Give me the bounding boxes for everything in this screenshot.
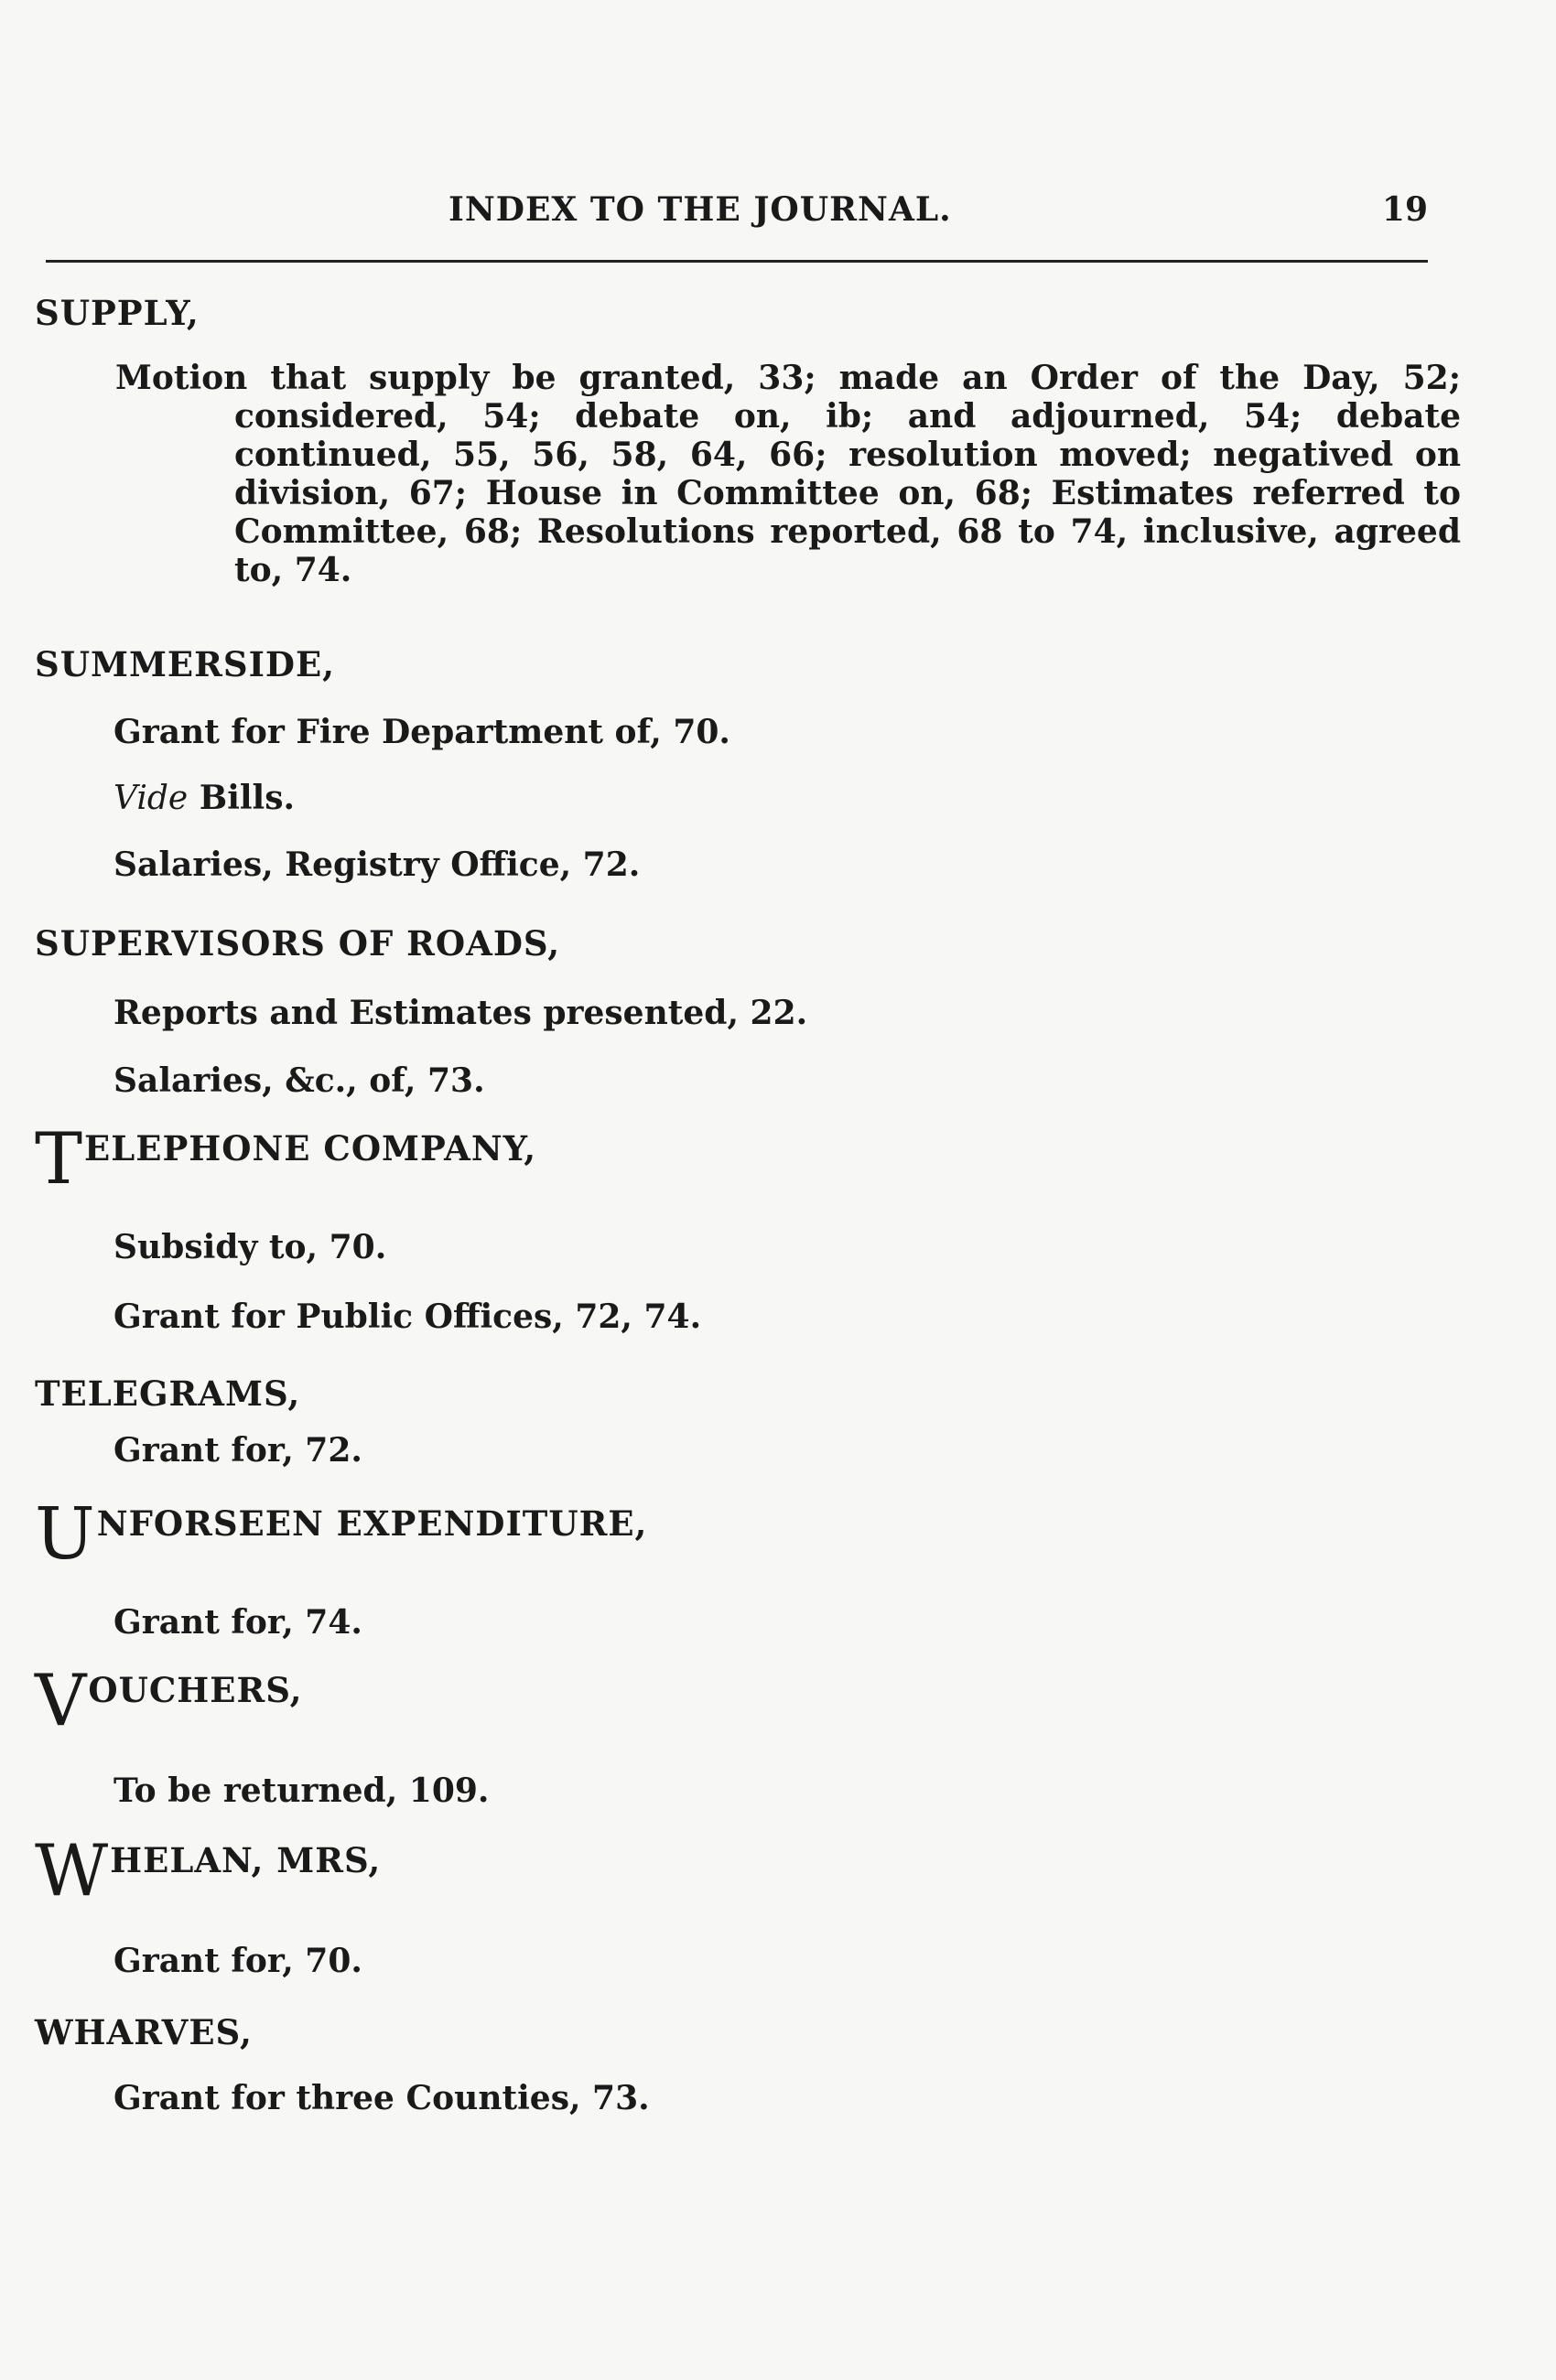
entry-heading-telephone	[35, 1118, 1444, 1201]
entry-line-summerside-vide	[35, 778, 1444, 819]
entry-line-summerside-fire: Grant for Fire Department of, 70.	[113, 713, 730, 751]
page-header	[37, 190, 1428, 236]
index-entries	[35, 293, 1461, 2118]
entry-text-supply: Motion that supply be granted, 33; made an Order of the Day, 52; considered, 54; debate on, ib; and adjourned, 54; debate continued, 55, 56, 58, 64, 66; resolution moved; negatived on division, 67; House in Committee on, 68; Estimates referred to Committee, 68; Resolutions reported, 68 to 74, inclusive, agreed to, 74.	[115, 359, 1461, 589]
entry-line-unforseen-grant: Grant for, 74.	[113, 1603, 362, 1642]
vide-rest: Bills.	[188, 779, 296, 817]
heading-rest-whelan: HELAN, MRS,	[110, 1840, 382, 1880]
drop-cap-w: W	[35, 1830, 109, 1912]
page-number: 19	[1381, 190, 1428, 229]
entry-heading-supply: SUPPLY,	[35, 293, 200, 333]
heading-rest-telephone: ELEPHONE COMPANY,	[84, 1128, 537, 1168]
entry-line-telephone-subsidy: Subsidy to, 70.	[113, 1228, 387, 1266]
header-rule	[46, 260, 1428, 263]
entry-heading-telegrams: TELEGRAMS,	[35, 1373, 301, 1414]
entry-line-supervisors-salaries: Salaries, &c., of, 73.	[113, 1061, 485, 1100]
entry-line-summerside-salaries: Salaries, Registry Office, 72.	[113, 845, 641, 884]
vide-italic: Vide	[113, 780, 189, 817]
entry-line-vouchers-returned: To be returned, 109.	[113, 1772, 490, 1810]
entry-line-supervisors-reports: Reports and Estimates presented, 22.	[113, 994, 808, 1032]
drop-cap-u: U	[35, 1493, 95, 1576]
entry-line-wharves-grant: Grant for three Counties, 73.	[113, 2079, 650, 2117]
entry-heading-whelan	[35, 1830, 1444, 1912]
entry-heading-wharves: WHARVES,	[35, 2012, 253, 2052]
entry-heading-unforseen	[35, 1493, 1444, 1576]
heading-rest-unforseen: NFORSEEN EXPENDITURE,	[96, 1503, 648, 1544]
entry-heading-summerside: SUMMERSIDE,	[35, 644, 336, 684]
page-title: INDEX TO THE JOURNAL.	[448, 190, 952, 229]
drop-cap-t: T	[35, 1118, 83, 1201]
entry-heading-supervisors: SUPERVISORS OF ROADS,	[35, 923, 561, 964]
entry-line-telegrams-grant: Grant for, 72.	[113, 1431, 362, 1470]
entry-line-whelan-grant: Grant for, 70.	[113, 1942, 362, 1980]
entry-heading-vouchers	[35, 1660, 1444, 1742]
drop-cap-v: V	[35, 1660, 87, 1742]
entry-line-telephone-grant: Grant for Public Offices, 72, 74.	[113, 1298, 702, 1336]
heading-rest-vouchers: OUCHERS,	[88, 1670, 303, 1710]
